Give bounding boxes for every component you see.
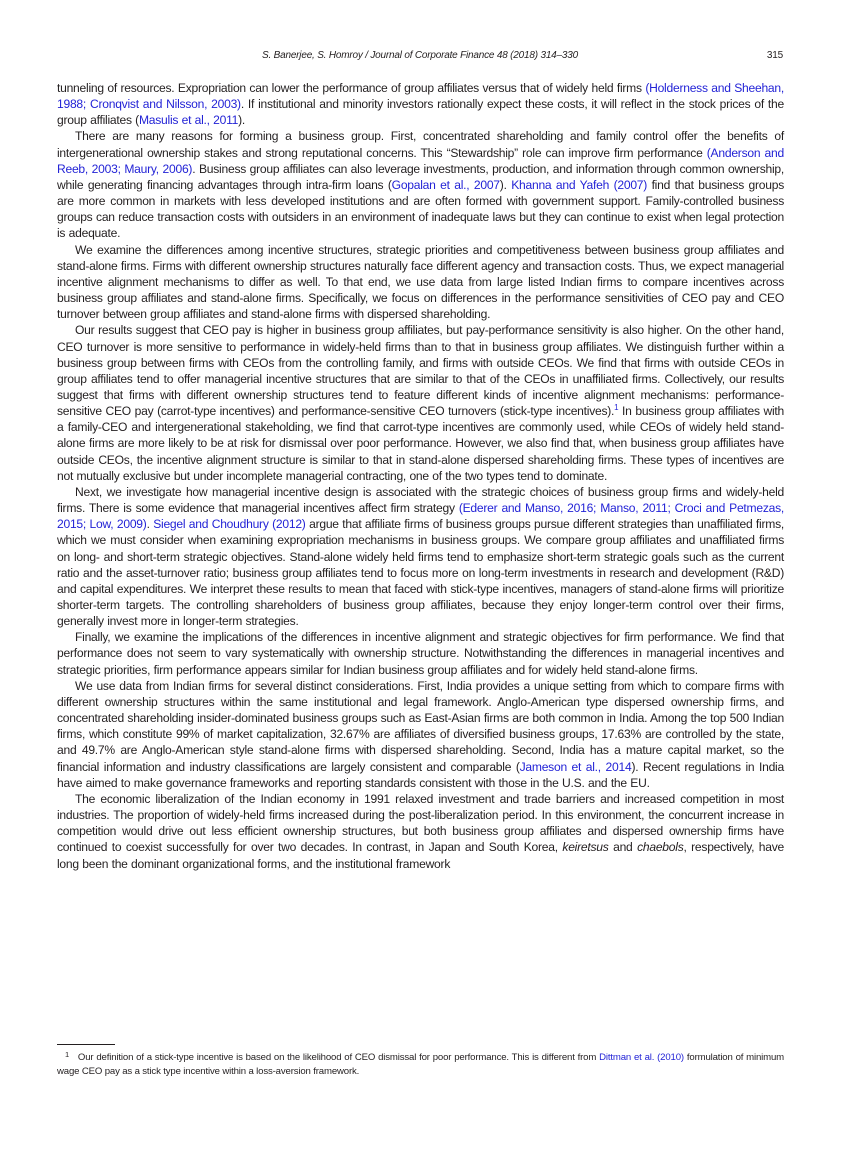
text-run: The economic liberalization of the Indian economy in 1991 relaxed investment and trade barriers and increased competition in most industries. The proportion of widely-held firms increased during the post-liberalization period. In this environment, the concurrent increase in competition would drive out less efficient ownership structures, but both business group affiliates and dispersed ownership firms have continued to coexist successfully for over two decades. In contrast, in Japan and South Korea, bbox=[57, 791, 784, 855]
paragraph bbox=[57, 791, 784, 872]
journal-citation: S. Banerjee, S. Homroy / Journal of Corporate Finance 48 (2018) 314–330 bbox=[262, 50, 578, 61]
text-run: tunneling of resources. Expropriation can lower the performance of group affiliates versus that of widely held firms bbox=[57, 81, 646, 95]
article-body bbox=[57, 80, 784, 872]
citation-link[interactable]: Siegel and Choudhury (2012) bbox=[153, 517, 306, 532]
text-run: ). bbox=[499, 177, 512, 192]
footnote-marker: 1 bbox=[65, 1050, 70, 1059]
text-run: and bbox=[608, 840, 638, 855]
citation-link[interactable]: Gopalan et al., 2007 bbox=[391, 177, 500, 192]
footnote-divider bbox=[57, 1044, 115, 1045]
footnote bbox=[57, 1048, 784, 1079]
text-run: We examine the differences among incentive structures, strategic priorities and competitiveness between business group affiliates and stand-alone firms. Firms with different ownership structures naturally face different agency and transaction costs. Thus, we expect managerial incentive alignment mechanisms to differ as well. To that end, we use data from large listed Indian firms to compare incentives across business group affiliates and stand-alone firms. Specifically, we focus on differences in the performance sensitivities of CEO pay and CEO turnover between group affiliates and stand-alone firms with dispersed shareholding. bbox=[57, 242, 784, 322]
text-run: We use data from Indian firms for several distinct considerations. First, India provides a unique setting from which to compare firms with different ownership structures within the same institutional and legal framework. Anglo-American type dispersed ownership firms, and concentrated shareholding insider-dominated business groups such as East-Asian firms are both common in India. Among the top 500 Indian firms, which constitute 99% of market capitalization, 32.67% are affiliates of diversified business groups, 17.63% are controlled by the state, and 49.7% are Anglo-American style stand-alone firms with dispersed shareholding. Second, India has a mature capital market, so the financial information and industry classifications are largely consistent and comparable ( bbox=[57, 678, 784, 774]
paragraph bbox=[57, 242, 784, 323]
text-run: In business group affiliates with a family-CEO and intergenerational stakeholding, we find that carrot-type incentives are commonly used, while CEOs of widely held stand-alone firms are more likely to be at risk for dismissal over poor performance. However, we also find that, when business group affiliates have outside CEOs, the incentive alignment structure is similar to that in stand-alone dispersed shareholding firms. These types of incentives are not mutually exclusive but under incomplete managerial contracting, one of the two types tend to dominate. bbox=[57, 404, 784, 483]
citation-link[interactable]: Jameson et al., 2014 bbox=[519, 759, 632, 774]
text-run: . Business group affiliates can also leverage investments, production, and information through common ownership, while generating financing advantages through intra-firm loans ( bbox=[57, 161, 784, 192]
text-run: argue that affiliate firms of business groups pursue different strategies than unaffiliated firms, which we must consider when examining expropriation mechanisms in business groups. We compare group affiliates and unaffiliated firms on long- and short-term strategic objectives. Stand-alone widely held firms tend to emphasize short-term strategic goals such as the current ratio and the asset-turnover ratio; business group affiliates tend to focus more on long-term investments in research and development (R&D) and capital expenditures. We interpret these results to mean that faced with stick-type incentives, managers of stand-alone firms will prioritize shorter-term targets. The controlling shareholders of business group affiliates, because they enjoy longer-term control over their firms, generally invest more in longer-term strategies. bbox=[57, 517, 784, 629]
text-run: . bbox=[146, 517, 154, 532]
paragraph bbox=[57, 128, 784, 241]
citation-link[interactable]: Masulis et al., 2011 bbox=[138, 113, 239, 128]
paragraph bbox=[57, 629, 784, 677]
running-head bbox=[57, 50, 783, 66]
paragraph bbox=[57, 678, 784, 791]
citation-link[interactable]: Khanna and Yafeh (2007) bbox=[511, 177, 648, 192]
text-run: ). bbox=[238, 113, 246, 128]
citation-link[interactable]: (Ederer and Manso, 2016; Manso, 2011; Croci and Petmezas, 2015; Low, 2009) bbox=[57, 501, 785, 532]
paragraph bbox=[57, 80, 784, 128]
text-run: ). Recent regulations in India have aimed to make governance frameworks and reporting standards consistent with those in the U.S. and the EU. bbox=[57, 759, 784, 790]
citation-link[interactable]: Dittman et al. (2010) bbox=[599, 1052, 684, 1063]
page-number: 315 bbox=[766, 50, 783, 61]
citation-link[interactable]: (Anderson and Reeb, 2003; Maury, 2006) bbox=[57, 145, 784, 176]
text-run: Our definition of a stick-type incentive is based on the likelihood of CEO dismissal for poor performance. This is different from bbox=[77, 1052, 600, 1063]
italic-term: keiretsus bbox=[562, 840, 609, 855]
text-run: Finally, we examine the implications of the differences in incentive alignment and strategic objectives for firm performance. We find that performance does not seem to vary systematically with ownership structure. Notwithstanding the differences in managerial incentives and strategic priorities, firm performance appears similar for Indian business group affiliates and for widely held stand-alone firms. bbox=[57, 630, 784, 677]
text-run: There are many reasons for forming a business group. First, concentrated shareholding and family control offer the benefits of intergenerational ownership stakes and strong reputational concerns. This “Stewardship” role can improve firm performance bbox=[57, 129, 784, 160]
text-run: Our results suggest that CEO pay is higher in business group affiliates, but pay-performance sensitivity is also higher. On the other hand, CEO turnover is more sensitive to performance in widely-held firms than to that in business group affiliates. We distinguish further within a business group between firms with CEOs from the controlling family, and firms with outside CEOs. We find that firms with outside CEOs in group affiliates tend to offer managerial incentive structures that are similar to that of the CEOs in unaffiliated firms. Collectively, our results suggest that firms with different ownership structures tend to feature different kinds of incentive alignment mechanisms: performance-sensitive CEO pay (carrot-type incentives) and performance-sensitive CEO turnovers (stick-type incentives). bbox=[57, 323, 784, 419]
text-run: formulation of minimum wage CEO pay as a stick type incentive within a loss-aversion framework. bbox=[57, 1052, 785, 1077]
text-run: . If institutional and minority investors rationally expect these costs, it will reflect in the stock prices of the group affiliates ( bbox=[57, 97, 784, 128]
citation-link[interactable]: (Holderness and Sheehan, 1988; Cronqvist and Nilsson, 2003) bbox=[57, 81, 784, 112]
text-run: Next, we investigate how managerial incentive design is associated with the strategic choices of business group firms and widely-held firms. There is some evidence that managerial incentives affect firm strategy bbox=[57, 484, 784, 516]
text-run: find that business groups are more common in markets with less developed institutions and are often formed with government support. Family-controlled business groups can reduce transaction costs with outsiders in an environment of inadequate laws but they can continue to exist when legal protection is adequate. bbox=[57, 177, 784, 241]
text-run: , respectively, have long been the dominant organizational forms, and the institutional framework bbox=[57, 840, 784, 871]
paragraph bbox=[57, 484, 784, 629]
paragraph bbox=[57, 322, 784, 484]
italic-term: chaebols bbox=[637, 840, 684, 855]
footnote-reference[interactable]: 1 bbox=[614, 403, 619, 413]
